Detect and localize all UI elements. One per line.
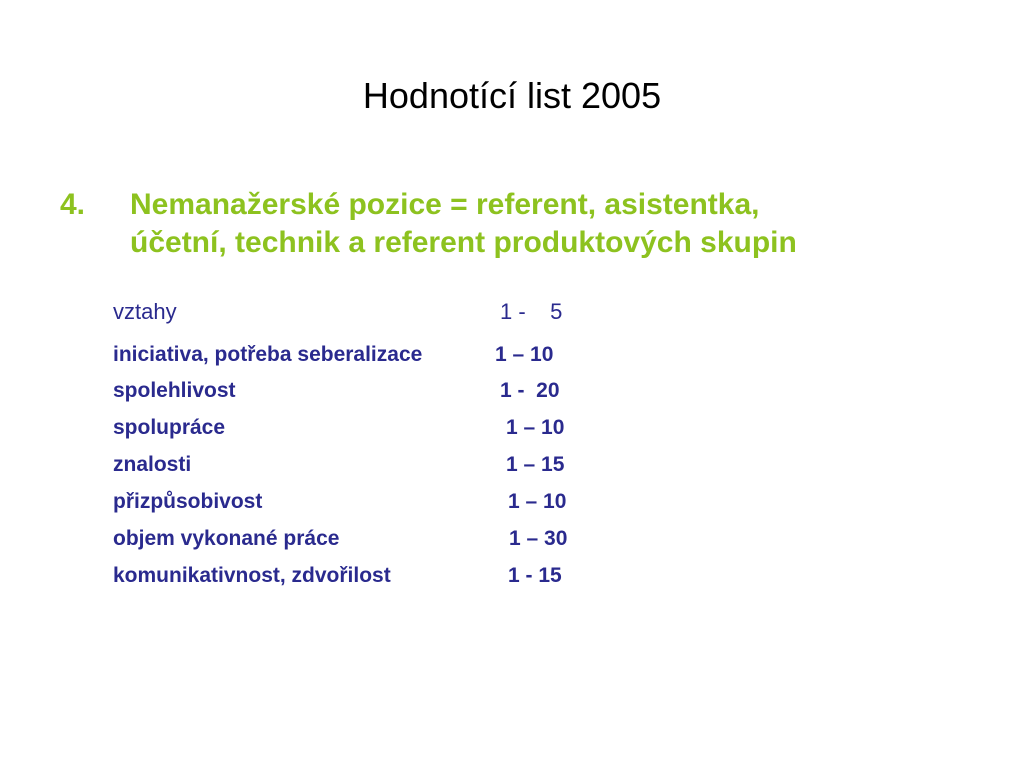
slide-title: Hodnotící list 2005 [362,75,662,116]
criterion-name: vztahy [113,299,177,324]
criterion-range: 1 - 20 [500,379,560,402]
criterion-range: 1 – 15 [506,453,565,476]
criteria-row-iniciativa [0,340,1024,370]
criteria-row-objem-prace [0,524,1024,554]
criterion-range: 1 – 10 [495,343,554,366]
criterion-range: 1 – 30 [509,527,568,550]
criterion-range: 1 - 5 [500,299,563,324]
criteria-row-vztahy [0,297,1024,327]
criterion-name: iniciativa, potřeba seberalizace [113,343,423,366]
criterion-name: spolupráce [113,416,226,439]
criterion-name: objem vykonané práce [113,527,340,550]
criteria-row-komunikativnost [0,561,1024,591]
heading-line-1: Nemanažerské pozice = referent, asistentka, [130,188,760,221]
criterion-range: 1 - 15 [508,564,562,587]
criteria-row-spolehlivost [0,376,1024,406]
criteria-row-prizpusobivost [0,487,1024,517]
criterion-range: 1 – 10 [508,490,567,513]
criterion-name: spolehlivost [113,379,236,402]
criterion-name: znalosti [113,453,192,476]
criteria-row-znalosti [0,450,1024,480]
criterion-name: přizpůsobivost [113,490,263,513]
heading-line-2: účetní, technik a referent produktových skupin [130,226,797,259]
criterion-name: komunikativnost, zdvořilost [113,564,391,587]
heading-number: 4. [60,188,86,221]
criterion-range: 1 – 10 [506,416,565,439]
criteria-row-spoluprace [0,413,1024,443]
